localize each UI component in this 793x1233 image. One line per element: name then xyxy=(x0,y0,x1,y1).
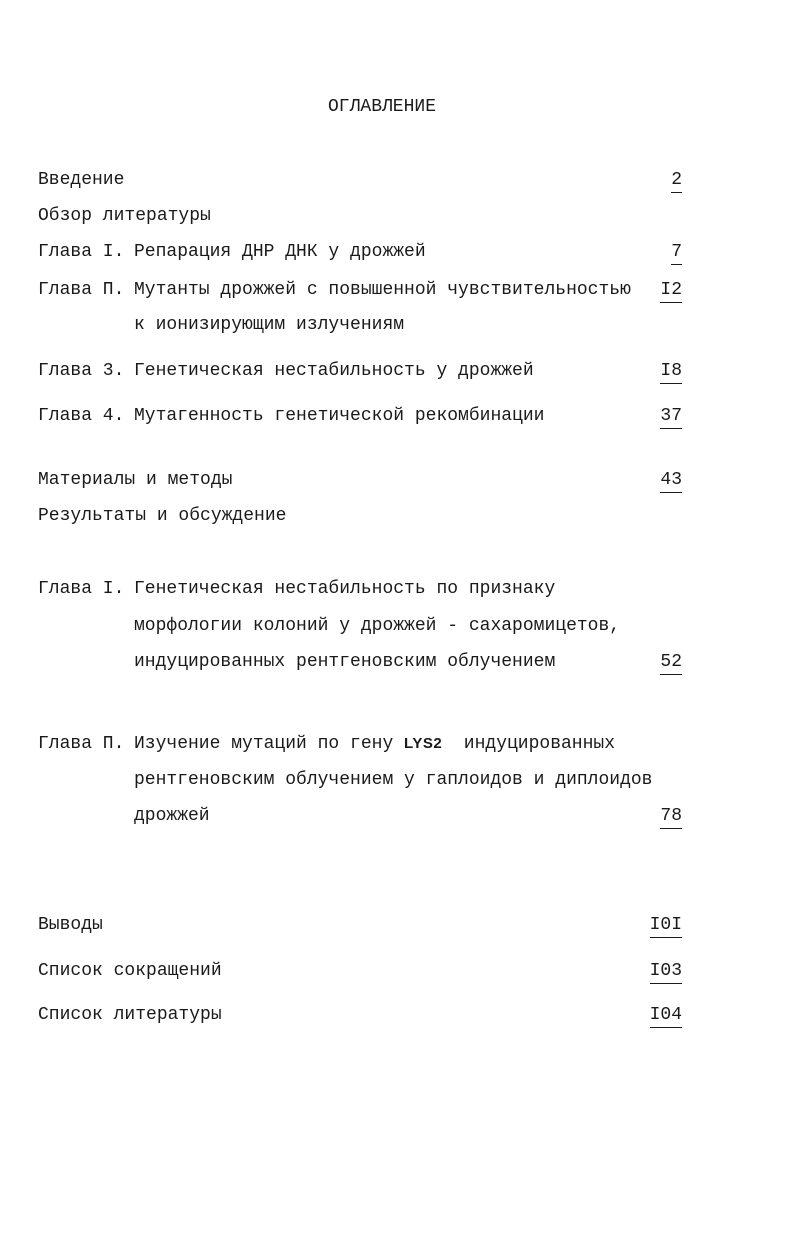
toc-conclusions-page: I0I xyxy=(650,914,682,938)
toc-abbreviations-label: Список сокращений xyxy=(38,961,222,981)
toc-references-page: I04 xyxy=(650,1004,682,1028)
toc-review-label: Обзор литературы xyxy=(38,206,211,226)
toc-methods-page: 43 xyxy=(660,469,682,493)
toc-review-ch4-label: Глава 4. xyxy=(38,406,125,426)
toc-results-ch2-label: Глава П. xyxy=(38,734,125,754)
toc-review-ch2-label: Глава П. xyxy=(38,280,125,300)
toc-review-ch2-line2: к ионизирующим излучениям xyxy=(134,315,405,335)
toc-review-ch2-page: I2 xyxy=(660,279,682,303)
gene-name: LYS2 xyxy=(404,735,443,752)
toc-abbreviations-page: I03 xyxy=(650,960,682,984)
toc-intro-page: 2 xyxy=(671,169,682,193)
toc-results-ch2-line1 xyxy=(134,733,615,755)
toc-results-ch1-line3: индуцированных рентгеновским облучением xyxy=(134,652,556,672)
toc-results-ch2-page: 78 xyxy=(660,805,682,829)
toc-references-label: Список литературы xyxy=(38,1005,222,1025)
page-title: ОГЛАВЛЕНИЕ xyxy=(328,97,437,117)
toc-results-ch1-line1: Генетическая нестабильность по признаку xyxy=(134,579,556,599)
toc-review-ch2-line1: Мутанты дрожжей с повышенной чувствительностью xyxy=(134,280,631,300)
toc-review-ch3-text: Генетическая нестабильность у дрожжей xyxy=(134,361,534,381)
toc-results-ch1-line2: морфологии колоний у дрожжей - сахаромицетов, xyxy=(134,616,621,636)
toc-review-ch3-label: Глава 3. xyxy=(38,361,125,381)
toc-results-ch2-line1-after: индуцированных xyxy=(442,734,616,754)
toc-intro-label: Введение xyxy=(38,170,125,190)
toc-results-ch2-line1-before: Изучение мутаций по гену xyxy=(134,734,405,754)
toc-methods-label: Материалы и методы xyxy=(38,470,233,490)
toc-results-ch1-label: Глава I. xyxy=(38,579,125,599)
toc-review-ch3-page: I8 xyxy=(660,360,682,384)
toc-review-ch4-page: 37 xyxy=(660,405,682,429)
toc-conclusions-label: Выводы xyxy=(38,915,103,935)
toc-results-ch2-line2: рентгеновским облучением у гаплоидов и диплоидов xyxy=(134,770,653,790)
toc-review-ch4-text: Мутагенность генетической рекомбинации xyxy=(134,406,545,426)
toc-review-ch1-text: Репарация ДНР ДНК у дрожжей xyxy=(134,242,426,262)
toc-review-ch1-page: 7 xyxy=(671,241,682,265)
toc-results-ch2-line3: дрожжей xyxy=(134,806,210,826)
toc-review-ch1-label: Глава I. xyxy=(38,242,125,262)
toc-results-ch1-page: 52 xyxy=(660,651,682,675)
toc-results-label: Результаты и обсуждение xyxy=(38,506,287,526)
